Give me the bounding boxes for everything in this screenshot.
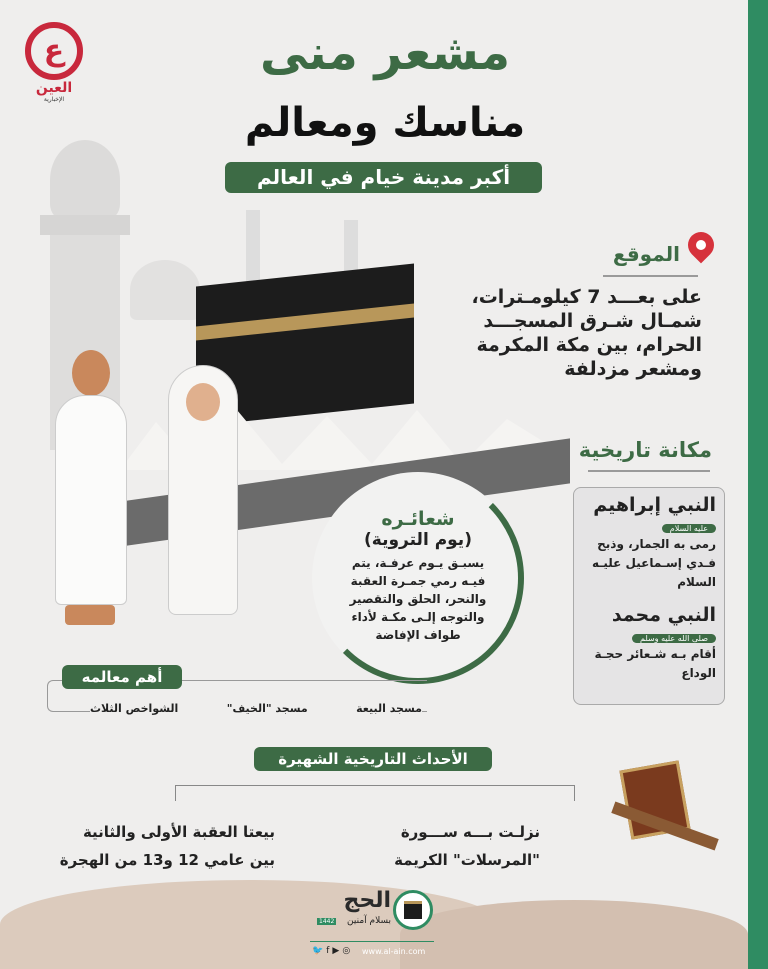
rituals-heading: شعائـره [381,508,455,530]
event-item [370,818,540,874]
dome-silhouette [130,260,200,320]
rituals-line: طواف الإفاضة [375,628,461,642]
honorific-badge: صلى الله عليه وسلم [632,634,716,643]
hajj-logo-sub: بسلام آمنين [347,916,391,926]
sand-dunes [400,900,748,969]
male-pilgrim-illustration [50,350,130,630]
history-heading: مكانة تاريخية [578,438,712,462]
person-text: السلام [677,575,716,589]
location-pin-icon [683,227,720,264]
al-ain-logo [22,22,86,112]
page-subtitle: مناسك ومعالم [244,100,526,146]
hajj-logo-year: 1442 [319,918,335,925]
rituals-line: فيـه رمي جمـرة العقبة [350,574,486,588]
event-line: نزلـت بـــه ســـورة [400,823,540,841]
female-pilgrim-illustration [168,365,238,625]
landmark-item: مسجد "الخيف" [226,702,308,715]
location-line: شمـال شـرق المسجـــد [483,310,702,332]
events-connector [175,785,575,801]
rituals-circle [312,472,524,684]
location-line: الحرام، بين مكة المكرمة [476,334,702,356]
history-underline [588,470,710,472]
hajj-logo [315,888,435,938]
honorific-badge: عليه السلام [662,524,716,533]
person-name: النبي إبراهيم [593,494,716,516]
hajj-logo-title: الحج [343,888,391,913]
youtube-icon[interactable]: ▶ [332,946,340,956]
page-title: مشعر منى [259,25,511,81]
footer-divider [310,941,434,942]
location-text [430,285,702,381]
social-icons [312,946,350,956]
event-line: "المرسلات" الكريمة [394,851,540,869]
person-text: فـدي إسـماعيل عليـه [592,556,716,570]
history-card [573,487,725,705]
rituals-line: والنحر، الحلق والتقصير [349,592,487,606]
side-stripe [748,0,768,969]
landmark-item: الشواخص الثلاث [90,702,179,715]
landmarks-list [90,702,422,715]
location-line: على بعـــد 7 كيلومـترات، [471,286,702,308]
rituals-line: والتوجه إلـى مكـة لأداء [351,610,485,624]
website-link[interactable]: www.al-ain.com [362,947,426,956]
rituals-subheading: (يوم التروية) [364,530,472,550]
event-line: بيعتا العقبة الأولى والثانية [82,823,275,841]
location-line: ومشعر مزدلفة [564,358,702,380]
logo-mark: ع [25,22,83,80]
person-text: أقام بـه شـعائر حجـة [594,647,716,661]
landmarks-pill: أهم معالمه [62,665,182,689]
location-heading: الموقع [612,242,680,266]
location-underline [603,275,698,277]
tagline-pill: أكبر مدينة خيام في العالم [225,162,542,193]
twitter-icon[interactable]: 🐦 [312,946,324,956]
person-name: النبي محمد [611,604,716,626]
rituals-line: يسبـق يـوم عرفـة، يتم [351,556,485,570]
event-item [20,818,275,874]
facebook-icon[interactable]: f [326,946,330,956]
person-text: رمى به الجمار، وذبح [597,537,716,551]
logo-name: العين [35,80,73,96]
events-pill: الأحداث التاريخية الشهيرة [254,747,492,771]
landmark-item: مسجد البيعة [356,702,422,715]
event-line: بين عامي 12 و13 من الهجرة [59,851,275,869]
instagram-icon[interactable]: ◎ [342,946,351,956]
logo-sub: الإخبارية [43,96,65,103]
quran-book-illustration [610,765,720,855]
person-text: الوداع [681,666,716,680]
